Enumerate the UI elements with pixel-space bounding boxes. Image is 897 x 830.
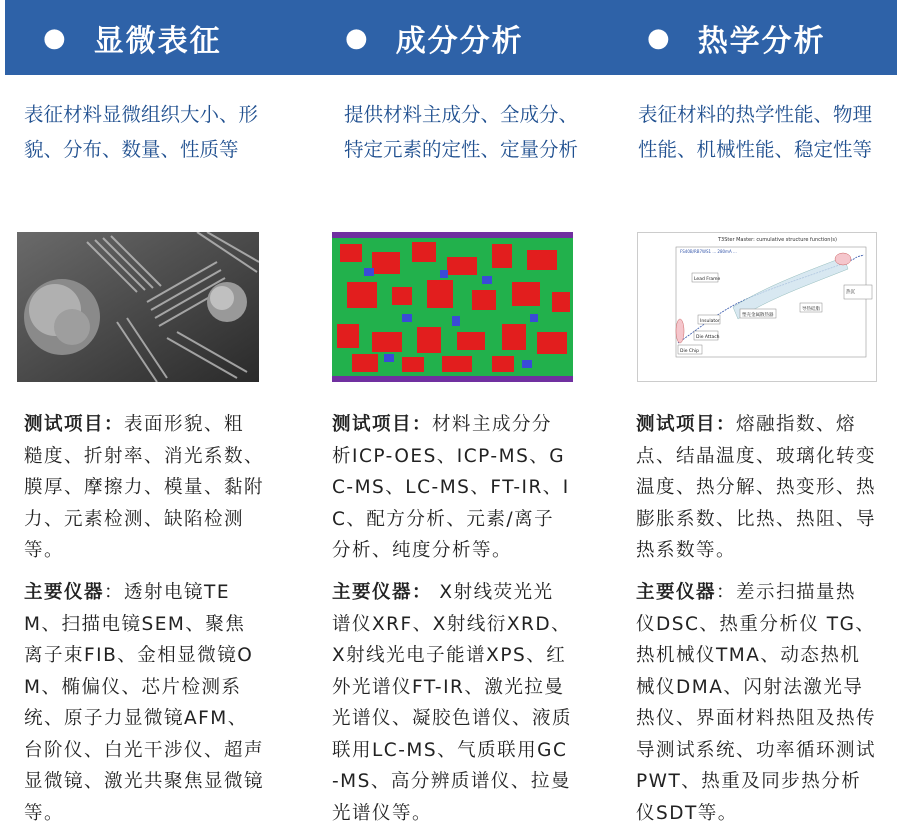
test-items-text: 熔融指数、熔点、结晶温度、玻璃化转变温度、热分解、热变形、热膨胀系数、比热、热阻、导热系数等。 [636, 414, 877, 561]
thermal-chart-legend: FS40B/RB7WS1 ... 280mA ... [680, 249, 737, 254]
microscopy-test-items [24, 409, 264, 567]
instruments-text: X射线荧光光谱仪XRF、X射线衍XRD、X射线光电子能谱XPS、红外光谱仪FT-IR、激光拉曼光谱仪、凝胶色谱仪、液质联用LC-MS、气质联用GC-MS、高分辨质谱仪、拉曼光谱仪等。 [332, 582, 573, 824]
thermal-chart-image [637, 232, 877, 382]
microscopy-instruments [24, 577, 264, 829]
instruments-text: ：差示扫描量热仪DSC、热重分析仪 TG、热机械仪TMA、动态热机械仪DMA、闪射法激光导热仪、界面材料热阻及热传导测试系统、功率循环测试PWT、热重及同步热分析仪SDT等。 [636, 582, 877, 824]
annotation-die-attach: Die Attach [696, 335, 720, 340]
annotation-die-chip: Die Chip [680, 349, 700, 354]
bullet-icon: ● [647, 22, 672, 53]
tab-thermal[interactable] [647, 0, 826, 75]
tab-label: 成分分析 [395, 23, 524, 59]
tab-microscopy[interactable] [43, 0, 222, 75]
thermal-description: 表征材料的热学性能、物理性能、机械性能、稳定性等 [638, 103, 873, 161]
instruments-label: 主要仪器 [24, 582, 105, 603]
annotation-heatsink: 热沉 [846, 290, 855, 295]
composition-test-items [332, 409, 572, 567]
test-items-text: 表面形貌、粗糙度、折射率、消光系数、膜厚、摩擦力、模量、黏附力、元素检测、缺陷检测等。 [24, 414, 265, 561]
test-items-label: 测试项目： [24, 414, 125, 435]
thermal-chart-title: T3Ster Master: cumulative structure function(s) [718, 237, 837, 243]
test-items-label: 测试项目： [332, 414, 433, 435]
instruments-label: 主要仪器： [332, 582, 433, 603]
annotation-insulator: Insulator [700, 319, 720, 324]
sem-micrograph-image [17, 232, 259, 382]
tab-label: 热学分析 [697, 23, 826, 59]
header-bar [5, 0, 897, 75]
instruments-label: 主要仪器 [636, 582, 717, 603]
tab-composition[interactable] [345, 0, 524, 75]
annotation-thermal-grease: 导热硅脂 [802, 307, 820, 312]
test-items-text: 材料主成分分析ICP-OES、ICP-MS、GC-MS、LC-MS、FT-IR、IC、配方分析、元素/离子分析、纯度分析等。 [332, 414, 570, 561]
thermal-instruments [636, 577, 876, 829]
composition-instruments [332, 577, 572, 829]
composition-description: 提供材料主成分、全成分、特定元素的定性、定量分析 [344, 103, 579, 161]
annotation-lead-frame: Lead Frame [694, 277, 721, 282]
tab-label: 显微表征 [93, 23, 222, 59]
bullet-icon: ● [43, 22, 68, 53]
bullet-icon: ● [345, 22, 370, 53]
thermal-test-items [636, 409, 876, 567]
instruments-text: ：透射电镜TEM、扫描电镜SEM、聚焦离子束FIB、金相显微镜OM、椭偏仪、芯片检测系统、原子力显微镜AFM、台阶仪、白光干涉仪、超声显微镜、激光共聚焦显微镜等。 [24, 582, 265, 824]
annotation-metal-heatsink: 塑壳金属散热器 [742, 313, 774, 318]
test-items-label: 测试项目： [636, 414, 737, 435]
phase-map-image [332, 232, 573, 382]
microscopy-description: 表征材料显微组织大小、形貌、分布、数量、性质等 [24, 103, 259, 161]
